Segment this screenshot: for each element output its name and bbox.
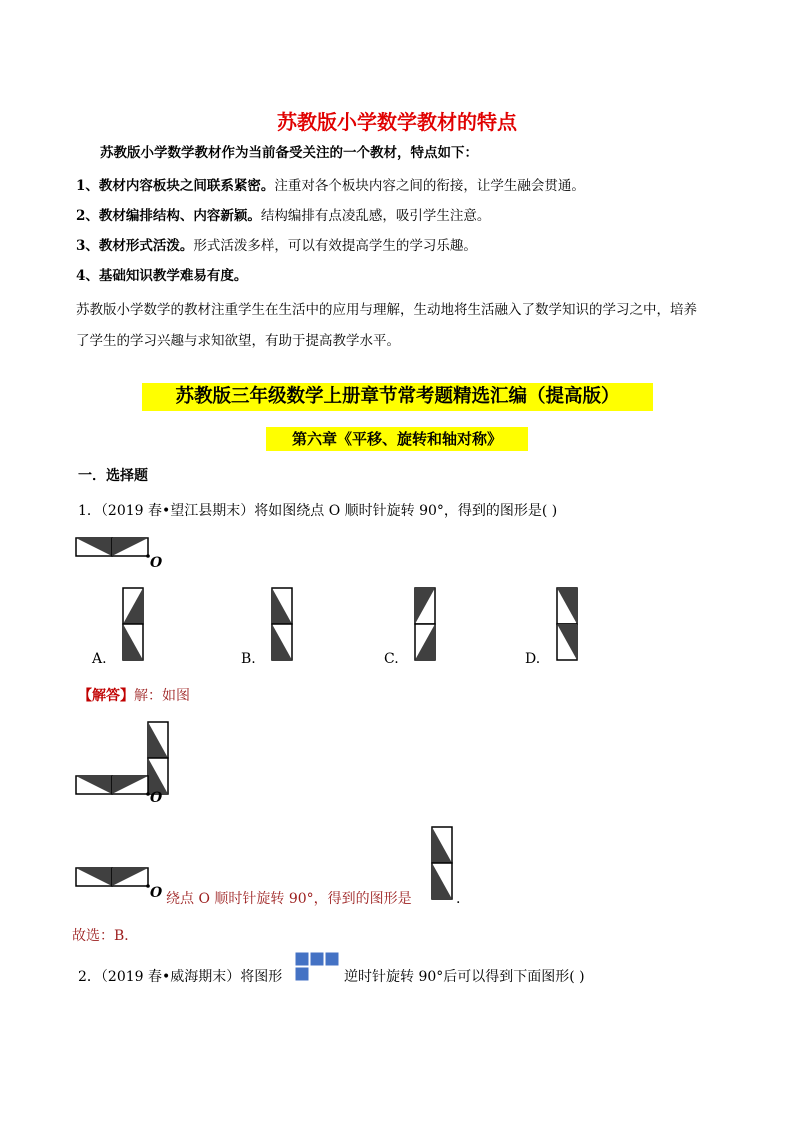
answer-intro: 解：如图 — [134, 688, 190, 704]
explanation-result-figure — [431, 825, 455, 905]
page-title: 苏教版小学数学教材的特点 — [277, 110, 517, 134]
explanation-end: . — [456, 891, 461, 907]
feature-lead: 1、教材内容板块之间联系紧密。 — [76, 178, 275, 194]
feature-item-1 — [76, 176, 585, 196]
intro-text: 苏教版小学数学教材作为当前备受关注的一个教材，特点如下： — [100, 145, 478, 161]
option-d-figure — [556, 587, 580, 663]
feature-lead: 4、基础知识教学难易有度。 — [76, 268, 248, 284]
summary-line-2: 了学生的学习兴趣与求知欲望，有助于提高教学水平。 — [76, 333, 400, 349]
feature-lead: 2、教材编排结构、内容新颖。 — [76, 208, 261, 224]
option-a-label[interactable]: A. — [92, 651, 107, 667]
feature-text: 注重对各个板块内容之间的衔接，让学生融会贯通。 — [274, 178, 585, 194]
compilation-title: 苏教版三年级数学上册章节常考题精选汇编（提高版） — [142, 383, 653, 411]
answer-tag: 【解答】 — [78, 688, 134, 704]
feature-lead: 3、教材形式活泼。 — [76, 238, 194, 254]
option-a-figure — [122, 587, 146, 663]
option-d-label[interactable]: D. — [525, 651, 541, 667]
question-2-text-before: 2．（2019 春•威海期末）将图形 — [78, 969, 283, 985]
summary-line-1: 苏教版小学数学的教材注重学生在生活中的应用与理解，生动地将生活融入了数学知识的学习之中，培养 — [76, 302, 697, 318]
question-2-text-after: 逆时针旋转 90°后可以得到下面图形( ) — [344, 969, 585, 985]
feature-item-3 — [76, 236, 477, 256]
feature-text: 形式活泼多样，可以有效提高学生的学习乐趣。 — [193, 238, 477, 254]
feature-item-4 — [76, 266, 247, 286]
option-c-label[interactable]: C. — [384, 651, 399, 667]
option-b-label[interactable]: B. — [241, 651, 256, 667]
q2-blue-l-shape-figure — [294, 951, 344, 983]
chapter-title: 第六章《平移、旋转和轴对称》 — [266, 427, 528, 451]
point-o-label: O — [150, 555, 163, 571]
answer-line — [78, 686, 190, 706]
explanation-text: 绕点 O 顺时针旋转 90°，得到的图形是 — [166, 891, 412, 907]
question-1-text: 1．（2019 春•望江县期末）将如图绕点 O 顺时针旋转 90°，得到的图形是( ) — [78, 503, 558, 519]
option-b-figure — [271, 587, 295, 663]
answer-choice: 故选：B． — [72, 928, 139, 944]
explanation-point-o-label: O — [150, 885, 163, 901]
option-c-figure — [414, 587, 438, 663]
feature-text: 结构编排有点凌乱感，吸引学生注意。 — [260, 208, 491, 224]
answer-point-o-label: O — [150, 790, 163, 806]
explanation-strip-figure — [76, 866, 156, 890]
feature-item-2 — [76, 206, 490, 226]
section-heading: 一．选择题 — [78, 468, 148, 484]
